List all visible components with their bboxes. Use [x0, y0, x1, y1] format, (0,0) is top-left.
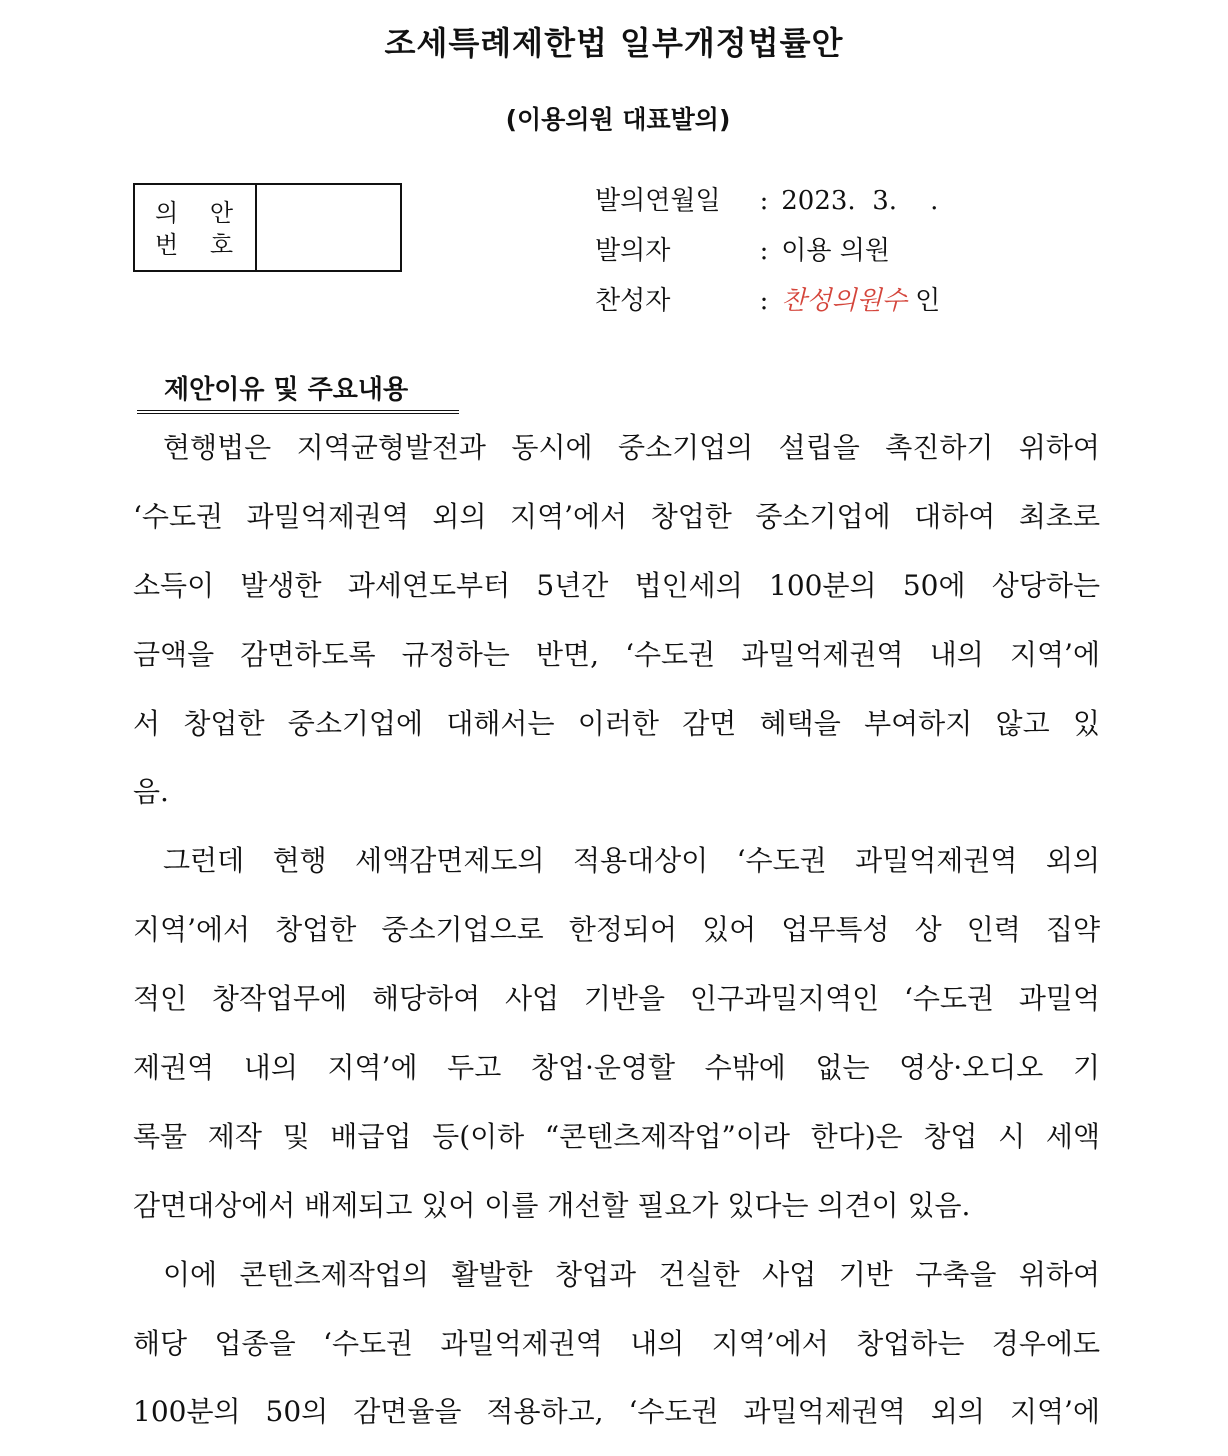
bill-info — [595, 180, 940, 330]
info-row-date — [595, 180, 940, 230]
sponsor-line: (이용의원 대표발의) — [505, 105, 731, 134]
bill-number-label — [135, 185, 257, 270]
bill-number-value — [257, 185, 400, 270]
info-row-supporters — [595, 280, 940, 330]
info-suffix-supporters: 인 — [906, 286, 941, 316]
info-colon: : — [759, 186, 769, 216]
bill-number-box — [133, 183, 402, 272]
info-key-date: 발의연월일 — [595, 186, 721, 216]
bill-number-label-line1: 의 안 — [155, 199, 245, 227]
body-line: 서 창업한 중소기업에 대해서는 이러한 감면 혜택을 부여하지 않고 있 — [133, 706, 1100, 740]
body-line: 소득이 발생한 과세연도부터 5년간 법인세의 100분의 50에 상당하는 — [133, 568, 1100, 602]
info-value-date: 2023. 3. . — [781, 186, 939, 216]
body-line: 음. — [133, 775, 169, 809]
body-line: 적인 창작업무에 해당하여 사업 기반을 인구과밀지역인 ‘수도권 과밀억 — [133, 982, 1100, 1016]
bill-number-label-line2: 번 호 — [155, 231, 245, 259]
body-line: 제권역 내의 지역’에 두고 창업·운영할 수밖에 없는 영상·오디오 기 — [133, 1051, 1100, 1085]
section-heading: 제안이유 및 주요내용 — [137, 372, 459, 414]
info-row-proposer — [595, 230, 940, 280]
body-line: 해당 업종을 ‘수도권 과밀억제권역 내의 지역’에서 창업하는 경우에도 — [133, 1326, 1100, 1360]
info-colon: : — [759, 286, 769, 316]
body-line: 록물 제작 및 배급업 등(이하 “콘텐츠제작업”이라 한다)은 창업 시 세액 — [133, 1119, 1100, 1153]
info-value-supporters: 찬성의원수 — [781, 286, 907, 316]
body-line: 지역’에서 창업한 중소기업으로 한정되어 있어 업무특성 상 인력 집약 — [133, 913, 1100, 947]
body-line: 그런데 현행 세액감면제도의 적용대상이 ‘수도권 과밀억제권역 외의 — [163, 844, 1100, 878]
body-line: 감면대상에서 배제되고 있어 이를 개선할 필요가 있다는 의견이 있음. — [133, 1188, 971, 1222]
info-value-proposer: 이용 의원 — [781, 236, 890, 266]
body-line: ‘수도권 과밀억제권역 외의 지역’에서 창업한 중소기업에 대하여 최초로 — [133, 499, 1100, 533]
info-key-proposer: 발의자 — [595, 236, 671, 266]
bill-title: 조세특례제한법 일부개정법률안 — [384, 24, 844, 62]
body-line: 금액을 감면하도록 규정하는 반면, ‘수도권 과밀억제권역 내의 지역’에 — [133, 637, 1100, 671]
body-text — [133, 414, 1100, 1447]
info-colon: : — [759, 236, 769, 266]
body-line: 현행법은 지역균형발전과 동시에 중소기업의 설립을 촉진하기 위하여 — [163, 431, 1100, 464]
body-line: 100분의 50의 감면율을 적용하고, ‘수도권 과밀억제권역 외의 지역’에 — [133, 1395, 1100, 1429]
info-key-supporters: 찬성자 — [595, 286, 671, 316]
body-line: 이에 콘텐츠제작업의 활발한 창업과 건실한 사업 기반 구축을 위하여 — [163, 1257, 1100, 1291]
